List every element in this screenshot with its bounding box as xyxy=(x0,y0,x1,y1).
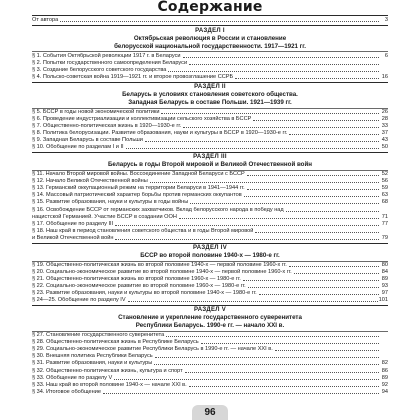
section-title-line: Октябрьская революция в России и становление xyxy=(133,34,287,42)
toc-entry-label: § 23. Развитие образования, науки и культуры во второй половине 1940-х — 1980-е гг. xyxy=(32,290,257,297)
dot-leader xyxy=(126,147,379,149)
toc-entry-page: 56 xyxy=(381,178,388,185)
toc-entry-page: 26 xyxy=(381,108,388,115)
toc-entry xyxy=(32,199,388,206)
toc-entry-page: 16 xyxy=(381,73,388,80)
toc-entry-page: 101 xyxy=(378,297,388,304)
dot-leader xyxy=(183,56,379,58)
page-number: 96 xyxy=(192,405,228,420)
dot-leader xyxy=(189,63,379,65)
toc-entry-label: § 34. Итоговое обобщение xyxy=(32,388,101,395)
dot-leader xyxy=(243,279,379,281)
dot-leader xyxy=(150,181,379,183)
section-heading xyxy=(32,244,388,260)
toc-entry-label: § 3. Создание белорусского советского государства xyxy=(32,66,167,73)
section-number: РАЗДЕЛ V xyxy=(193,307,227,314)
toc-entry-label: § 24—25. Обобщение по разделу IV xyxy=(32,297,126,304)
toc-entry-label: § 32. Общественно-политическая жизнь, культура и спорт xyxy=(32,367,183,374)
toc-entry xyxy=(32,297,388,304)
toc-entry-page: 93 xyxy=(381,283,388,289)
toc-entry-page: 50 xyxy=(381,144,388,151)
toc-entry-page: 80 xyxy=(381,261,388,268)
toc-entry-page: 97 xyxy=(381,290,388,297)
dot-leader xyxy=(289,265,379,267)
section-heading xyxy=(32,83,388,107)
toc-entry-label: § 11. Начало Второй мировой войны. Воссоединение Западной Беларуси с БССР xyxy=(32,171,245,178)
toc-entry xyxy=(32,389,388,396)
dot-leader xyxy=(275,349,379,351)
dot-leader xyxy=(168,70,379,72)
dot-leader xyxy=(114,378,379,380)
toc-entry xyxy=(32,360,388,367)
section-heading xyxy=(32,27,388,51)
toc-entry xyxy=(32,144,388,151)
toc-entry xyxy=(32,346,388,353)
toc-entry xyxy=(32,116,388,123)
toc-entry-label: § 31. Развитие образования, науки и культуры xyxy=(32,360,153,367)
toc-entry-page: 28 xyxy=(381,115,388,122)
toc-entry xyxy=(32,74,388,81)
toc-entry-label: § 30. Внешняя политика Республики Беларусь xyxy=(32,353,153,360)
dot-leader xyxy=(189,385,379,387)
dot-leader xyxy=(255,231,379,233)
toc-entry-label: От автора xyxy=(32,17,59,23)
toc-entry xyxy=(32,339,388,346)
section-heading xyxy=(32,306,388,330)
dot-leader xyxy=(294,272,379,274)
dot-leader xyxy=(60,20,379,22)
toc-entry xyxy=(32,17,388,24)
toc-entry-page: 89 xyxy=(381,275,388,282)
dot-leader xyxy=(154,363,379,365)
toc-entry-label: § 22. Социально-экономическое развитие во второй половине 1960-х — 1980-е гг. xyxy=(32,283,246,289)
dot-leader xyxy=(155,356,379,358)
toc-entry-label: § 13. Германский оккупационный режим на территории Беларуси в 1941—1944 гг. xyxy=(32,185,245,192)
toc-entry-label: § 14. Массовый патриотический характер борьбы против германских оккупантов xyxy=(32,192,242,199)
toc-entry xyxy=(32,290,388,297)
toc-entry-label: § 27. Становление государственного суверенитета xyxy=(32,332,165,339)
toc-entry-label: § 21. Общественно-политическая жизнь во второй половине 1960-х — 1980-е гг. xyxy=(32,275,241,282)
toc-entry xyxy=(32,368,388,375)
section-heading xyxy=(32,153,388,169)
toc-entry xyxy=(32,269,388,276)
toc-entry xyxy=(32,171,388,178)
dot-leader xyxy=(289,133,379,135)
section-title-line: Западная Беларусь в составе Польши. 1921—1939 гг. xyxy=(128,98,292,106)
toc-entry-label: и Великой Отечественной войн xyxy=(32,234,114,241)
toc-entry xyxy=(32,235,388,242)
toc-entry-page: 43 xyxy=(381,137,388,144)
toc-entry xyxy=(32,60,388,67)
toc-entry-label: § 5. БССР в годы новой экономической политики xyxy=(32,108,160,115)
toc-entry-label: § 20. Социально-экономическое развитие во второй половине 1940-х — первой половине 1960-х гг. xyxy=(32,268,292,275)
toc-entry xyxy=(32,207,388,214)
toc-entry-label: § 4. Польско-советская война 1919—1921 гг. и второе провозглашение ССРБ xyxy=(32,73,234,80)
toc-entry-label: § 16. Освобождение БССР от германских захватчиков. Вклад белорусского народа в победу над xyxy=(32,206,284,213)
dot-leader xyxy=(247,188,379,190)
toc-entry-page: 52 xyxy=(381,171,388,178)
dot-leader xyxy=(190,202,379,204)
dot-leader xyxy=(185,371,379,373)
section-number: РАЗДЕЛ II xyxy=(194,83,226,90)
dot-leader xyxy=(244,195,379,197)
title-rule xyxy=(32,15,388,16)
section-title-line: Беларусь в годы Второй мировой и Великой Отечественной войн xyxy=(107,161,313,169)
toc-entry-page: 79 xyxy=(381,234,388,241)
section-number: РАЗДЕЛ IV xyxy=(192,244,228,251)
toc-entry-label: § 6. Проведение индустриализации и коллективизации сельского хозяйства в БССР xyxy=(32,115,252,122)
toc-entry-page: 84 xyxy=(381,268,388,275)
toc-entry xyxy=(32,276,388,283)
section-number: РАЗДЕЛ III xyxy=(193,154,227,161)
toc-entry-page: 86 xyxy=(381,367,388,374)
toc-entry-page: 33 xyxy=(381,122,388,129)
toc-entry-label: § 15. Развитие образования, науки и культуры в годы войны xyxy=(32,199,189,206)
toc-entry-page: 89 xyxy=(381,374,388,381)
toc-entry xyxy=(32,192,388,199)
toc-entry xyxy=(32,185,388,192)
toc-entry xyxy=(32,382,388,389)
toc-entry xyxy=(32,332,388,339)
toc-entry-page: 92 xyxy=(381,381,388,388)
dot-leader xyxy=(247,174,379,176)
toc-entry-label: § 28. Общественно-политическая жизнь в Республике Беларусь xyxy=(32,339,199,346)
toc-entry-page: 3 xyxy=(384,17,388,23)
toc-entry xyxy=(32,178,388,185)
toc-entry xyxy=(32,67,388,74)
dot-leader xyxy=(248,286,379,288)
toc-entry xyxy=(32,53,388,60)
toc-entry-label: § 7. Общественно-политическая жизнь в 1920—1930-е гг. xyxy=(32,122,182,129)
toc-entry-label: § 10. Обобщение по разделам I и II xyxy=(32,144,124,151)
toc-entry xyxy=(32,375,388,382)
toc-entry-label: § 29. Социально-экономическое развитие Республики Беларусь в 1990-е гг. — начале XXI в. xyxy=(32,346,273,353)
toc-entry-label: § 9. Западная Беларусь в составе Польши xyxy=(32,137,143,144)
toc-entry-label: § 18. Наш край в период становления советского общества и в годы Второй мировой xyxy=(32,227,254,234)
dot-leader xyxy=(235,77,379,79)
toc-entry xyxy=(32,123,388,130)
toc-entry-page: 6 xyxy=(384,52,388,59)
toc-entry-label: § 12. Начало Великой Отечественной войны xyxy=(32,178,148,185)
toc-entry-page: 63 xyxy=(381,192,388,199)
toc-entry xyxy=(32,353,388,360)
toc-entry-page: 68 xyxy=(381,199,388,206)
toc-entry-page: 77 xyxy=(381,220,388,227)
dot-leader xyxy=(259,293,379,295)
toc-entry-page: 37 xyxy=(381,130,388,136)
dot-leader xyxy=(201,342,379,344)
section-title-line: Становление и укрепление государственного суверенитета xyxy=(118,314,302,322)
dot-leader xyxy=(115,238,379,240)
section-title-line: белорусской национальной государственности. 1917—1921 гг. xyxy=(114,42,306,50)
toc-entry-page: 71 xyxy=(381,213,388,220)
dot-leader xyxy=(183,126,379,128)
toc-entry-page: 94 xyxy=(381,388,388,395)
toc-entry-label: § 2. Попытки государственного самоопределения Беларуси xyxy=(32,59,188,66)
dot-leader xyxy=(179,217,379,219)
dot-leader xyxy=(103,392,379,394)
toc-entry-label: § 8. Политика белорусизации. Развитие образования, науки и культуры в БССР в 1920—1930-е гг. xyxy=(32,130,288,136)
dot-leader xyxy=(161,112,379,114)
toc-entry xyxy=(32,137,388,144)
toc-entry xyxy=(32,214,388,221)
dot-leader xyxy=(286,210,379,212)
section-title-line: Беларусь в условиях становления советского общества. xyxy=(122,90,298,98)
toc-entry xyxy=(32,109,388,116)
toc-entry-page: 82 xyxy=(381,360,388,367)
section-title-line: БССР во второй половине 1940-х — 1980-е гг. xyxy=(140,251,280,259)
toc-entry-label: § 1. События Октябрьской революции 1917 г. в Беларуси xyxy=(32,52,181,59)
toc-entry-label: § 19. Общественно-политическая жизнь во второй половине 1940-х — первой половине 1960-х гг. xyxy=(32,261,287,268)
section-number: РАЗДЕЛ I xyxy=(195,27,225,34)
section-title-line: Республики Беларусь. 1990-е гг. — начало XXI в. xyxy=(135,322,285,330)
toc-entry xyxy=(32,283,388,290)
toc-entry-label: нацистской Германией. Участие БССР в создании ООН xyxy=(32,213,177,220)
toc-entry xyxy=(32,130,388,137)
page-title: Содержание xyxy=(157,0,263,15)
dot-leader xyxy=(115,224,379,226)
toc-entry-label: § 17. Обобщение по разделу III xyxy=(32,220,114,227)
dot-leader xyxy=(253,119,379,121)
toc-entry xyxy=(32,262,388,269)
dot-leader xyxy=(145,140,379,142)
toc-entry-label: § 33. Наш край во второй половине 1940-х — начале XXI в. xyxy=(32,381,187,388)
dot-leader xyxy=(128,300,378,302)
toc-entry-label: § 33. Обобщение по разделу V xyxy=(32,374,113,381)
dot-leader xyxy=(166,335,379,337)
toc-entry-page: 59 xyxy=(381,185,388,192)
toc-entry xyxy=(32,221,388,228)
toc-entry xyxy=(32,228,388,235)
